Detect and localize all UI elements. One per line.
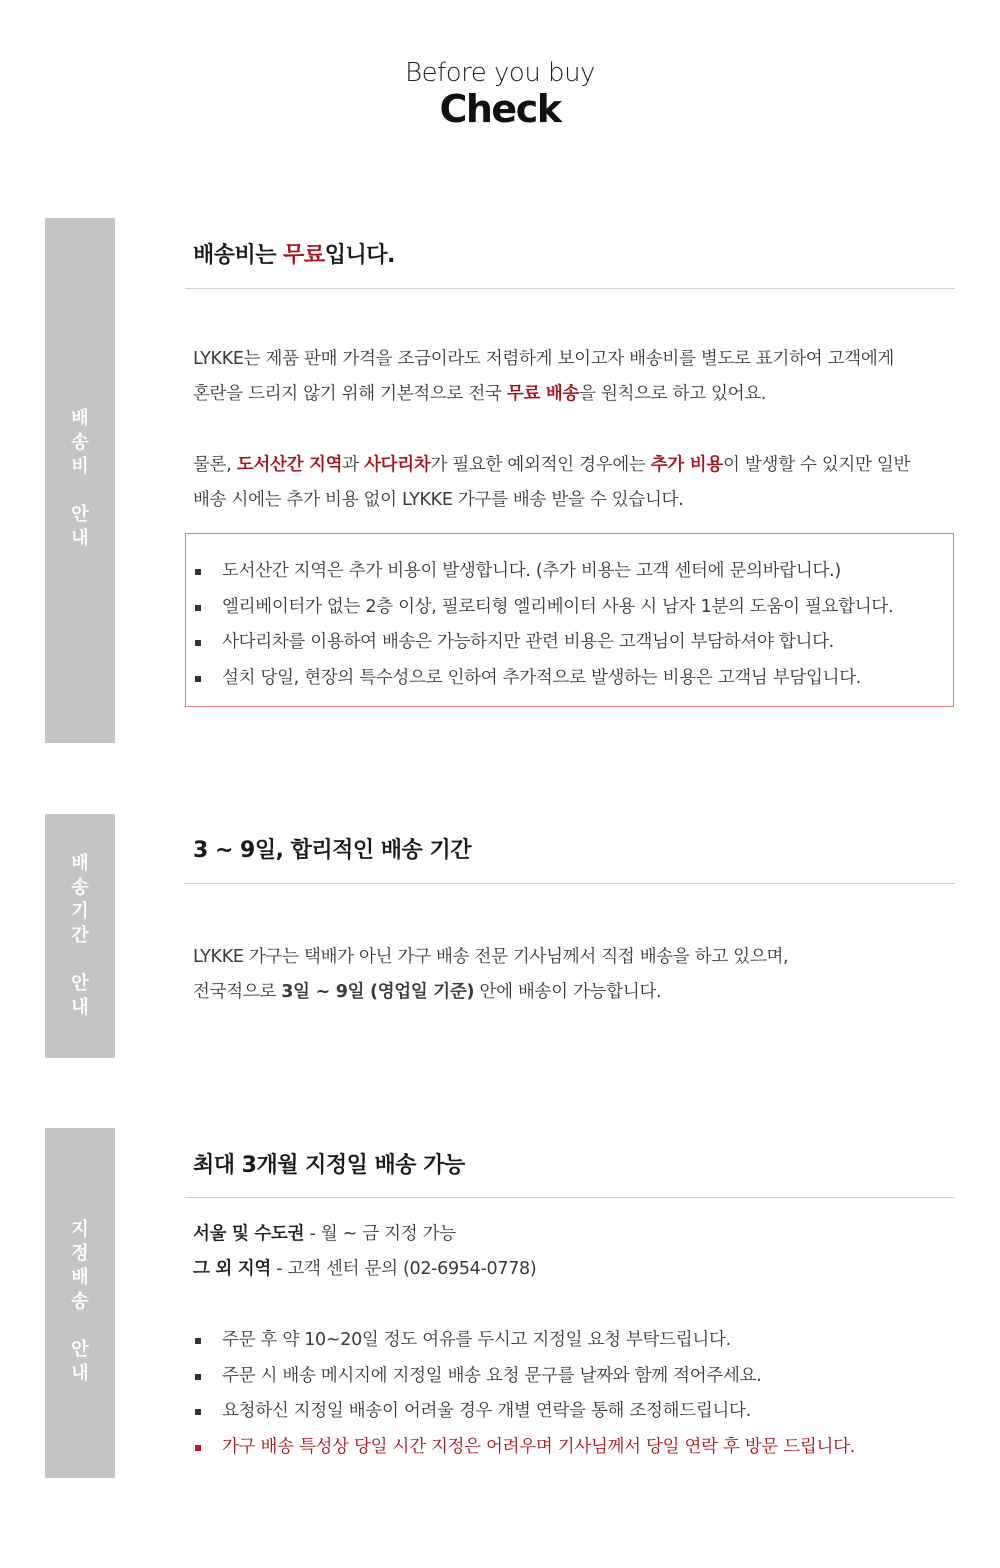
text: 을 원칙으로 하고 있어요. (579, 384, 767, 404)
text: 이 발생할 수 있지만 일반 (723, 455, 911, 475)
paragraph-line: 배송 시에는 추가 비용 없이 LYKKE 가구를 배송 받을 수 있습니다. (193, 490, 684, 510)
side-label-char: 지 (71, 1219, 89, 1240)
region-row-metro (193, 1217, 536, 1252)
text: 안에 배송이 가능합니다. (474, 982, 662, 1002)
side-label-char: 내 (71, 528, 89, 549)
shipping-fee-paragraph-1 (193, 342, 894, 412)
section-heading-shipping-fee (193, 238, 395, 269)
side-label-char: 송 (71, 1291, 89, 1312)
bullet-icon (195, 605, 201, 611)
list-item-warning (193, 1430, 855, 1466)
region-value: - 고객 센터 문의 (02-6954-0778) (271, 1259, 537, 1279)
side-bar-shipping-period (45, 814, 115, 1058)
bullet-icon (195, 1409, 201, 1415)
side-label-char: 송 (71, 877, 89, 898)
side-label-char: 안 (71, 973, 89, 994)
bullet-icon (195, 569, 201, 575)
list-item-text: 엘리베이터가 없는 2층 이상, 필로티형 엘리베이터 사용 시 남자 1분의 도움이 필요합니다. (222, 596, 894, 617)
side-label-shipping-fee (45, 407, 115, 551)
header-subtitle: Before you buy (405, 58, 595, 88)
side-label-shipping-period (45, 852, 115, 1020)
side-label-char: 안 (71, 1339, 89, 1360)
text: 가 필요한 예외적인 경우에는 (430, 455, 651, 475)
region-label: 서울 및 수도권 (193, 1224, 305, 1244)
side-label-char: 배 (71, 408, 89, 429)
text: 물론, (193, 455, 237, 475)
text: 과 (342, 455, 365, 475)
list-item (193, 554, 893, 590)
paragraph-line (193, 377, 894, 412)
list-item-text: 요청하신 지정일 배송이 어려울 경우 개별 연락을 통해 조정해드립니다. (222, 1401, 751, 1421)
list-item (193, 590, 893, 626)
list-item (193, 1359, 855, 1395)
list-item (193, 1323, 855, 1359)
heading-text: 배송비는 (193, 243, 284, 268)
side-label-gap (45, 948, 115, 972)
list-item-text: 가구 배송 특성상 당일 시간 지정은 어려우며 기사님께서 당일 연락 후 방문 드립니다. (222, 1436, 855, 1457)
paragraph-line: LYKKE 가구는 택배가 아닌 가구 배송 전문 기사님께서 직접 배송을 하고 있으며, (193, 947, 789, 967)
list-item (193, 625, 893, 661)
side-label-char: 배 (71, 1267, 89, 1288)
list-item-text: 사다리차를 이용하여 배송은 가능하지만 관련 비용은 고객님이 부담하셔야 합니다. (222, 632, 834, 652)
side-bar-shipping-fee (45, 218, 115, 743)
bullet-icon (195, 640, 201, 646)
bullet-icon (195, 1338, 201, 1344)
paragraph-line: LYKKE는 제품 판매 가격을 조금이라도 저렴하게 보이고자 배송비를 별도로 표기하여 고객에게 (193, 349, 895, 369)
highlight-free-shipping: 무료 배송 (506, 384, 580, 404)
side-label-gap (45, 479, 115, 503)
highlight-ladder-truck: 사다리차 (364, 455, 431, 475)
list-item-text: 설치 당일, 현장의 특수성으로 인하여 추가적으로 발생하는 비용은 고객님 부담입니다. (222, 667, 862, 688)
paragraph-line (193, 448, 910, 483)
side-label-char: 간 (71, 925, 89, 946)
side-label-gap (45, 1314, 115, 1338)
heading-text: 입니다. (324, 243, 395, 268)
list-item-text: 도서산간 지역은 추가 비용이 발생합니다. (추가 비용는 고객 센터에 문의바랍니다.) (222, 561, 841, 581)
highlight-extra-cost: 추가 비용 (650, 455, 724, 475)
side-label-char: 내 (71, 997, 89, 1018)
side-label-char: 안 (71, 504, 89, 525)
text: 혼란을 드리지 않기 위해 기본적으로 전국 (193, 384, 507, 404)
scheduled-delivery-notes (193, 1323, 855, 1465)
divider (185, 883, 955, 884)
region-row-other (193, 1252, 536, 1287)
side-label-char: 송 (71, 432, 89, 453)
page-title: Check (439, 87, 561, 131)
side-label-char: 배 (71, 853, 89, 874)
section-heading-scheduled-delivery: 최대 3개월 지정일 배송 가능 (193, 1153, 465, 1178)
list-item-text: 주문 후 약 10~20일 정도 여유를 두시고 지정일 요청 부탁드립니다. (222, 1330, 731, 1350)
side-label-char: 정 (71, 1243, 89, 1264)
heading-highlight: 무료 (283, 243, 325, 268)
side-label-char: 비 (71, 456, 89, 477)
list-item-text: 주문 시 배송 메시지에 지정일 배송 요청 문구를 날짜와 함께 적어주세요. (222, 1365, 762, 1386)
bullet-icon (195, 1374, 201, 1380)
shipping-period-paragraph (193, 940, 788, 1010)
bullet-icon (195, 1445, 201, 1451)
divider (185, 1197, 955, 1198)
region-value: - 월 ~ 금 지정 가능 (304, 1224, 456, 1244)
side-label-scheduled-delivery (45, 1218, 115, 1386)
paragraph-line (193, 975, 788, 1010)
list-item (193, 661, 893, 697)
highlight-period: 3일 ~ 9일 (영업일 기준) (281, 982, 475, 1002)
region-label: 그 외 지역 (193, 1259, 272, 1279)
side-label-char: 기 (71, 901, 89, 922)
divider (185, 288, 955, 289)
highlight-remote-area: 도서산간 지역 (236, 455, 343, 475)
list-item (193, 1394, 855, 1430)
side-bar-scheduled-delivery (45, 1128, 115, 1478)
bullet-icon (195, 676, 201, 682)
shipping-fee-paragraph-2 (193, 448, 910, 518)
region-info (193, 1217, 536, 1287)
text: 전국적으로 (193, 982, 282, 1002)
side-label-char: 내 (71, 1363, 89, 1384)
section-heading-shipping-period: 3 ~ 9일, 합리적인 배송 기간 (193, 838, 471, 863)
notice-list (193, 554, 893, 696)
